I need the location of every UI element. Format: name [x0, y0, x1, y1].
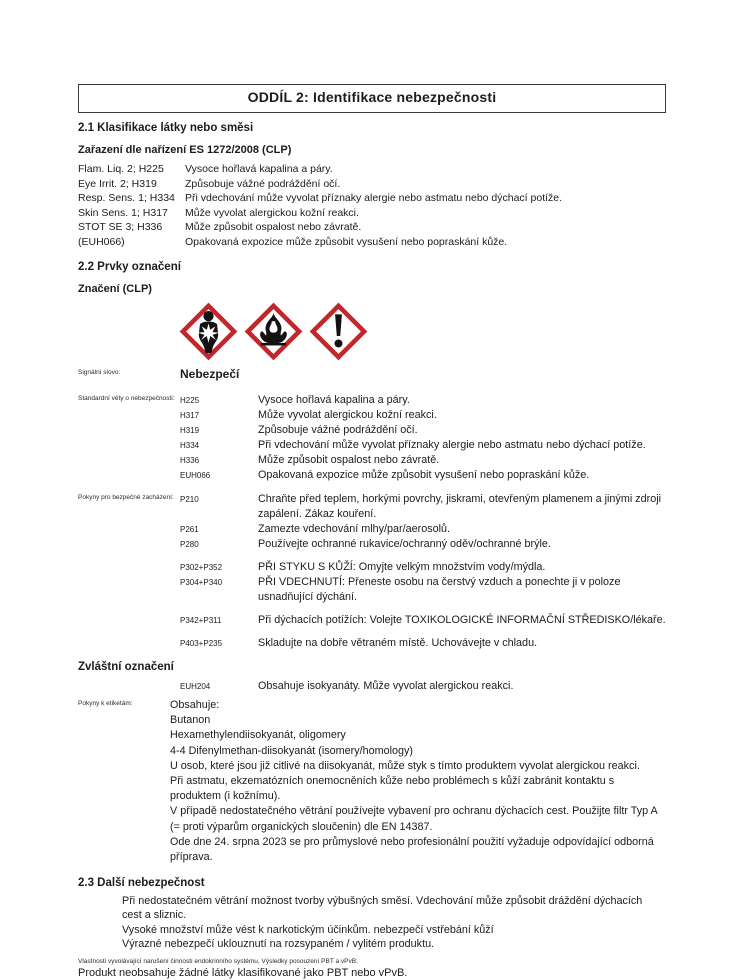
classification-text: Způsobuje vážné podráždění očí.	[185, 177, 341, 190]
classification-row	[78, 177, 666, 192]
precautionary-text: Zamezte vdechování mlhy/par/aerosolů.	[258, 523, 451, 535]
heading-special-labelling: Zvláštní označení	[78, 661, 174, 673]
subheading-clp-labelling: Značení (CLP)	[78, 283, 152, 295]
other-hazards-paragraph: Při nedostatečném větrání možnost tvorby výbušných směsí. Vdechování může způsobit dráždění dýchacích cest a sliznic.	[122, 895, 643, 922]
label-instruction-line: Hexamethylendiisokyanát, oligomery	[170, 729, 346, 742]
hazard-statement-row	[180, 423, 666, 438]
classification-row	[78, 162, 666, 177]
classification-text: Při vdechování může vyvolat příznaky alergie nebo astmatu nebo dýchací potíže.	[185, 192, 563, 204]
precautionary-row	[180, 492, 666, 522]
precautionary-text: Skladujte na dobře větraném místě. Uchovávejte v chladu.	[258, 637, 538, 649]
classification-code: Eye Irrit. 2; H319	[78, 177, 157, 190]
label-instruction-line: Obsahuje:	[170, 699, 220, 711]
hazard-text: Vysoce hořlavá kapalina a páry.	[258, 394, 410, 406]
precautionary-code: P304+P340	[180, 577, 223, 587]
label-instruction-line: U osob, které jsou již citlivé na diisokyanát, může styk s tímto produktem vyvolat alergickou reakci.	[170, 759, 640, 772]
precautionary-row	[180, 522, 666, 537]
hazard-code: H317	[180, 410, 200, 420]
classification-code: Flam. Liq. 2; H225	[78, 163, 164, 175]
label-instruction-line: V případě nedostatečného větrání používejte vybavení pro ochranu dýchacích cest. Použijte filtr Typ A (= proti výparům organických sloučenin) dle EN 14387.	[170, 805, 658, 833]
precautionary-code: P261	[180, 524, 199, 534]
hazard-statements-label: Standardní věty o nebezpečnosti:	[78, 395, 175, 402]
section-title: ODDÍL 2: Identifikace nebezpečnosti	[247, 89, 497, 105]
hazard-text: Opakovaná expozice může způsobit vysušení nebo popraskání kůže.	[258, 469, 590, 481]
precautionary-code: P302+P352	[180, 562, 223, 572]
special-statement-list	[180, 679, 666, 694]
special-code: EUH204	[180, 681, 211, 691]
hazard-text: Způsobuje vážné podráždění očí.	[258, 424, 418, 436]
heading-2-3: 2.3 Další nebezpečnost	[78, 877, 205, 890]
classification-text: Může způsobit ospalost nebo závratě.	[185, 221, 362, 233]
label-instructions-lines	[170, 698, 666, 865]
other-hazards-paragraph: Vysoké množství může vést k narkotickým účinkům. nebezpečí vstřebání kůží	[122, 923, 494, 936]
classification-code: Skin Sens. 1; H317	[78, 206, 168, 219]
classification-list	[78, 162, 666, 249]
label-instruction-line: Při astmatu, ekzematózních onemocněních kůže nebo problémech s kůží zabránit kontaktu s produktem (i kožnímu).	[170, 775, 615, 803]
precautionary-text: Používejte ochranné rukavice/ochranný oděv/ochranné brýle.	[258, 538, 551, 550]
precautionary-row	[180, 537, 666, 552]
heading-2-2: 2.2 Prvky označení	[78, 261, 181, 273]
classification-code: STOT SE 3; H336	[78, 221, 163, 233]
label-instructions-label: Pokyny k etiketám:	[78, 700, 133, 707]
pbt-assessment-label: Vlastnosti vyvolávající narušení činnosti endokrinního systému, Výsledky posouzení PBT a vPvB:	[78, 958, 358, 966]
classification-code: Resp. Sens. 1; H334	[78, 192, 175, 204]
precautionary-text: PŘI VDECHNUTÍ: Přeneste osobu na čerstvý vzduch a ponechte ji v poloze usnadňující dýchání.	[258, 576, 621, 603]
ghs08-health-hazard-icon	[180, 303, 237, 360]
ghs02-flame-icon	[245, 303, 302, 360]
classification-row	[78, 220, 666, 235]
special-text: Obsahuje isokyanáty. Může vyvolat alergickou reakci.	[258, 680, 514, 692]
precautionary-row	[180, 636, 666, 651]
classification-text: Může vyvolat alergickou kožní reakci.	[185, 206, 359, 219]
label-instruction-line: Butanon	[170, 714, 211, 727]
hazard-statement-row	[180, 468, 666, 483]
classification-row	[78, 191, 666, 206]
signal-word-row	[78, 367, 666, 381]
other-hazards-paragraph: Výrazné nebezpečí uklouznutí na rozsypaném / vylitém produktu.	[122, 937, 435, 950]
hazard-text: Může vyvolat alergickou kožní reakci.	[258, 409, 437, 421]
precautionary-row	[180, 613, 666, 628]
precautionary-code: P342+P311	[180, 615, 222, 625]
precautionary-text: Chraňte před teplem, horkými povrchy, jiskrami, otevřeným plamenem a jinými zdroji zapálení. Zákaz kouření.	[258, 493, 662, 520]
subheading-clp-classification: Zařazení dle nařízení ES 1272/2008 (CLP)	[78, 144, 292, 156]
precautionary-text: PŘI STYKU S KŮŽÍ: Omyjte velkým množstvím vody/mýdla.	[258, 561, 546, 573]
precautionary-row	[180, 560, 666, 575]
hazard-code: EUH066	[180, 470, 211, 480]
hazard-statement-row	[180, 438, 666, 453]
hazard-code: H319	[180, 425, 200, 435]
hazard-text: Při vdechování může vyvolat příznaky alergie nebo astmatu nebo dýchací potíže.	[258, 439, 646, 451]
ghs07-exclamation-icon	[310, 303, 367, 360]
classification-code: (EUH066)	[78, 235, 125, 248]
classification-row	[78, 206, 666, 221]
hazard-statement-row	[180, 453, 666, 468]
special-statement-block	[78, 679, 666, 694]
hazard-code: H334	[180, 440, 200, 450]
label-instruction-line: Ode dne 24. srpna 2023 se pro průmyslové nebo profesionální použití vyžaduje odpovídající odborná příprava.	[170, 835, 654, 864]
precautionary-statements-list	[180, 492, 666, 651]
precautionary-code: P403+P235	[180, 638, 223, 648]
document-body	[78, 84, 666, 980]
classification-row	[78, 235, 666, 250]
precautionary-code: P210	[180, 494, 199, 504]
hazard-code: H225	[180, 395, 200, 405]
precautionary-statements-label: Pokyny pro bezpečné zacházení:	[78, 494, 174, 501]
hazard-statements-list	[180, 393, 666, 483]
hazard-statements-block	[78, 393, 666, 483]
signal-word-label: Signální slovo:	[78, 369, 121, 376]
hazard-statement-row	[180, 393, 666, 408]
ghs-pictogram-row	[180, 303, 666, 360]
hazard-code: H336	[180, 455, 200, 465]
precautionary-row	[180, 575, 666, 605]
pbt-assessment-text: Produkt neobsahuje žádné látky klasifikované jako PBT nebo vPvB.	[78, 967, 408, 980]
precautionary-code: P280	[180, 539, 199, 549]
precautionary-text: Při dýchacích potížích: Volejte TOXIKOLOGICKÉ INFORMAČNÍ STŘEDISKO/lékaře.	[258, 614, 666, 626]
section-title-box	[78, 84, 666, 113]
special-statement-row	[180, 679, 666, 694]
precautionary-statements-block	[78, 492, 666, 651]
heading-2-1: 2.1 Klasifikace látky nebo směsi	[78, 122, 254, 134]
hazard-statement-row	[180, 408, 666, 423]
other-hazards-paragraphs	[122, 894, 644, 951]
label-instruction-line: 4-4 Difenylmethan-diisokyanát (isomery/homology)	[170, 744, 414, 757]
signal-word-value: Nebezpečí	[180, 367, 240, 381]
label-instructions-block	[78, 698, 666, 865]
classification-text: Opakovaná expozice může způsobit vysušení nebo popraskání kůže.	[185, 235, 508, 248]
classification-text: Vysoce hořlavá kapalina a páry.	[185, 163, 333, 175]
hazard-text: Může způsobit ospalost nebo závratě.	[258, 454, 440, 466]
